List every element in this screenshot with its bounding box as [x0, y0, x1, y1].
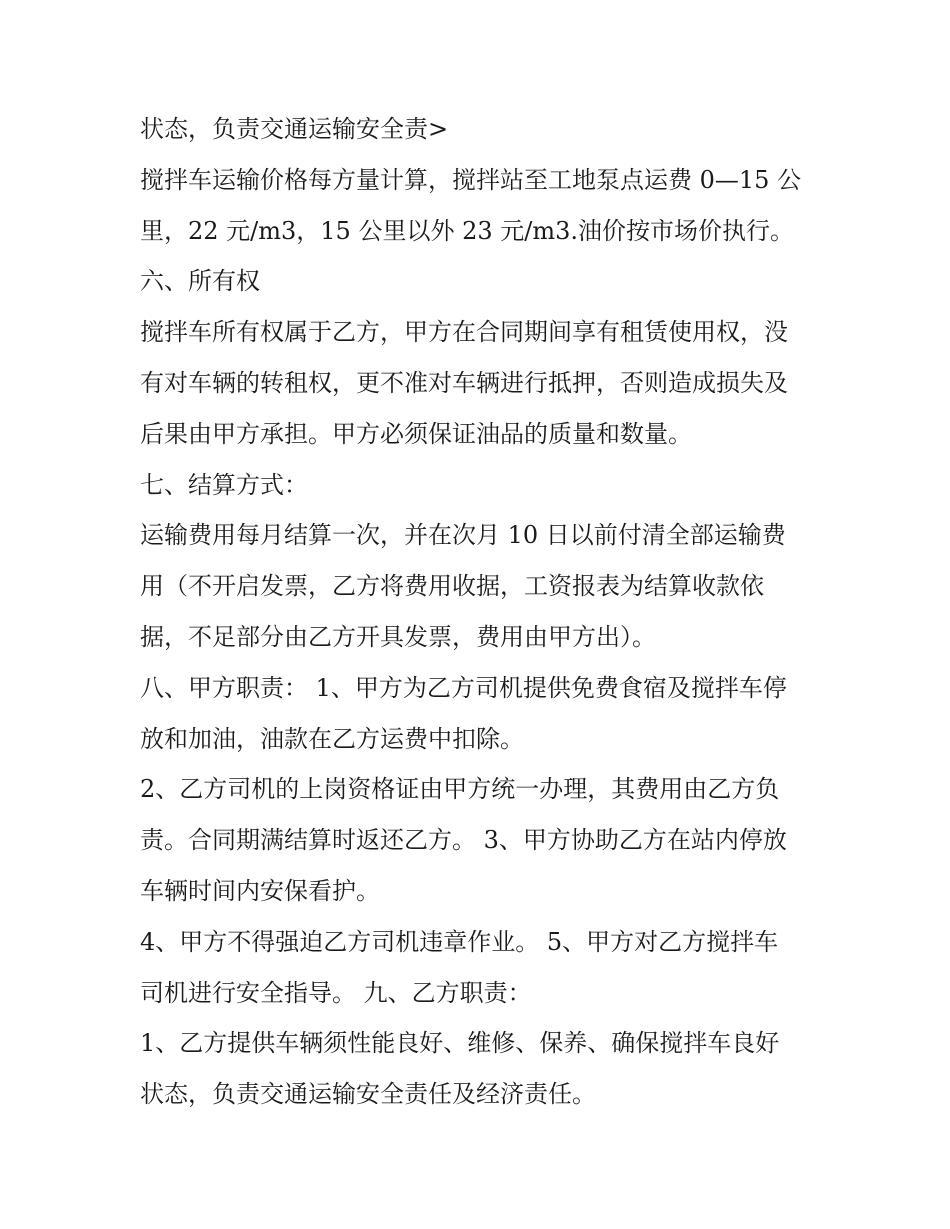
- paragraph-party-b-duties: [140, 1018, 820, 1120]
- text-line: 4、甲方不得强迫乙方司机违章作业。 5、甲方对乙方搅拌车: [140, 927, 779, 956]
- text-line: 里，22 元/m3，15 公里以外 23 元/m3.油价按市场价执行。: [140, 216, 794, 245]
- section-heading: 七、结算方式：: [140, 470, 308, 499]
- text-line: 责。合同期满结算时返还乙方。 3、甲方协助乙方在站内停放: [140, 826, 787, 855]
- paragraph-party-a-duties: [140, 663, 820, 765]
- text-line: 据，不足部分由乙方开具发票，费用由甲方出）。: [140, 622, 656, 651]
- paragraph-pricing: [140, 155, 820, 257]
- text-line: 有对车辆的转租权，更不准对车辆进行抵押，否则造成损失及: [140, 368, 788, 397]
- text-line: 放和加油，油款在乙方运费中扣除。: [140, 724, 524, 753]
- text-line: 八、甲方职责： 1、甲方为乙方司机提供免费食宿及搅拌车停: [140, 673, 787, 702]
- text-line: 搅拌车运输价格每方量计算，搅拌站至工地泵点运费 0—15 公: [140, 165, 802, 194]
- document-body: [140, 104, 820, 1120]
- text-line: 1、乙方提供车辆须性能良好、维修、保养、确保搅拌车良好: [140, 1029, 780, 1058]
- section-heading-settlement: [140, 460, 820, 511]
- text-line: 运输费用每月结算一次，并在次月 10 日以前付清全部运输费: [140, 521, 786, 550]
- text-line: 车辆时间内安保看护。: [140, 876, 380, 905]
- paragraph-settlement: [140, 510, 820, 662]
- paragraph-ownership: [140, 307, 820, 459]
- text-line: 搅拌车所有权属于乙方，甲方在合同期间享有租赁使用权，没: [140, 318, 788, 347]
- paragraph-party-a-duties-4-5: [140, 917, 820, 1019]
- text-line: 2、乙方司机的上岗资格证由甲方统一办理，其费用由乙方负: [140, 775, 780, 804]
- section-heading-ownership: [140, 256, 820, 307]
- text-line: 状态，负责交通运输安全责任及经济责任。: [140, 1080, 596, 1109]
- text-line: 用（不开启发票，乙方将费用收据，工资报表为结算收款依: [140, 572, 764, 601]
- text-line: 状态，负责交通运输安全责>: [140, 115, 449, 143]
- text-line: 后果由甲方承担。甲方必须保证油品的质量和数量。: [140, 419, 692, 448]
- paragraph-party-a-duties-2-3: [140, 764, 820, 916]
- section-heading: 六、所有权: [140, 267, 260, 296]
- paragraph-transport-safety-fragment: [140, 104, 820, 155]
- text-line: 司机进行安全指导。 九、乙方职责：: [140, 978, 532, 1007]
